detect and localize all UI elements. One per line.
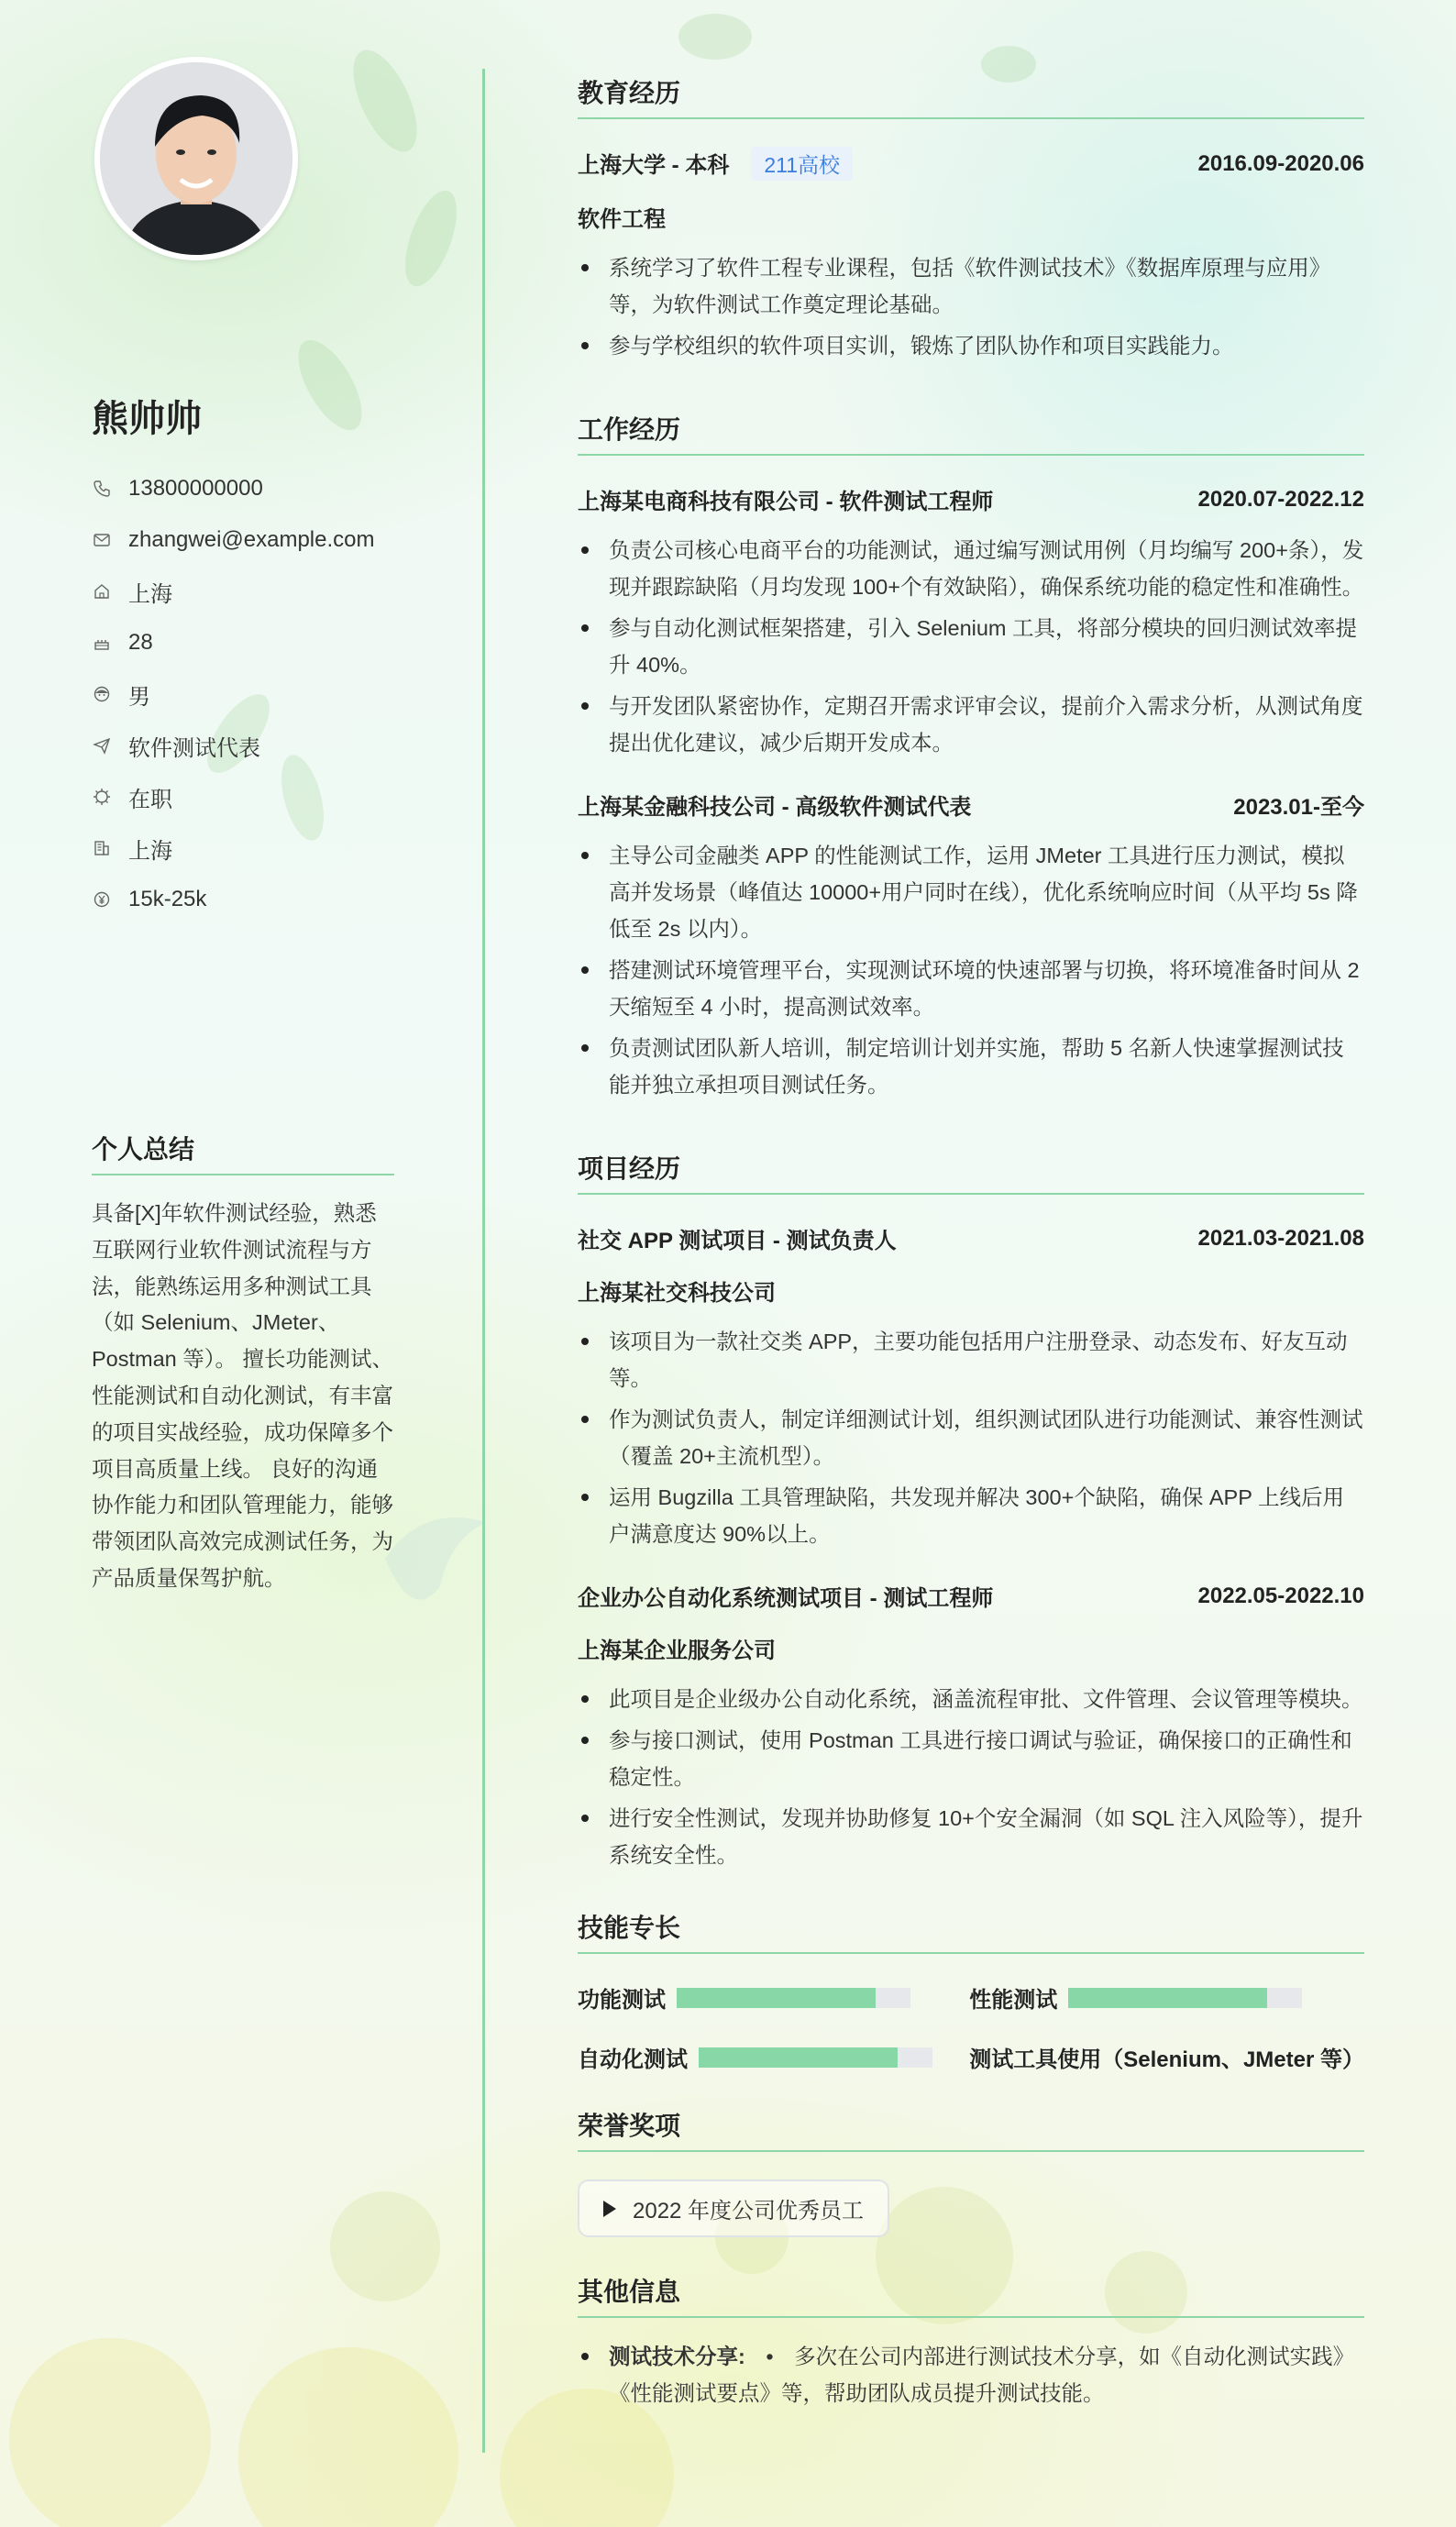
skill-item [578,2041,942,2073]
contact-status [92,771,458,822]
education-heading: 教育经历 [578,73,1364,119]
job-title: 上海某金融科技公司 - 高级软件测试代表 [578,795,972,820]
contact-email-text: zhangwei@example.com [128,527,375,552]
list-item: 参与学校组织的软件项目实训，锻炼了团队协作和项目实践能力。 [578,327,1364,364]
project-bullets [578,1323,1364,1552]
contact-status-text: 在职 [128,787,172,812]
contact-list [92,463,458,925]
skill-item [969,1981,1364,2014]
skill-label: 自动化测试 [578,2047,688,2072]
other-text: 多次在公司内部进行测试技术分享，如《自动化测试实践》《性能测试要点》等，帮助团队成员提升测试技能。 [609,2345,1355,2405]
project-date: 2021.03-2021.08 [1197,1225,1364,1251]
contact-phone [92,463,458,514]
skill-bar-fill [699,2047,898,2068]
list-item: 进行安全性测试，发现并协助修复 10+个安全漏洞（如 SQL 注入风险等），提升系统安全性。 [578,1800,1364,1873]
job-row [578,483,1364,515]
education-row [578,147,1364,181]
honors-heading: 荣誉奖项 [578,2106,1364,2152]
education-bullets [578,249,1364,364]
job-title: 上海某电商科技有限公司 - 软件测试工程师 [578,490,994,514]
other-item [578,2338,1364,2411]
job-row [578,789,1364,821]
job-date: 2023.01-至今 [1233,795,1364,820]
list-item: 参与自动化测试框架搭建，引入 Selenium 工具，将部分模块的回归测试效率提升 40%。 [578,610,1364,683]
education-major: 软件工程 [578,207,666,232]
contact-age-text: 28 [128,630,153,655]
honors-section [578,2106,1364,2237]
project-company: 上海某企业服务公司 [578,1639,776,1663]
building-icon [92,838,112,858]
column-divider [482,69,485,2453]
candidate-name: 熊帅帅 [92,399,202,439]
list-item: 参与接口测试，使用 Postman 工具进行接口调试与验证，确保接口的正确性和稳定性。 [578,1722,1364,1795]
contact-salary-text: 15k-25k [128,887,207,911]
contact-salary [92,874,458,925]
project-row [578,1222,1364,1254]
education-section [578,73,1364,364]
work-section [578,410,1364,1103]
status-icon [92,787,112,807]
education-date: 2016.09-2020.06 [1197,150,1364,176]
summary-heading: 个人总结 [92,1130,394,1175]
skill-bar [677,1988,910,2008]
contact-position [92,720,458,771]
list-item: 主导公司金融类 APP 的性能测试工作，运用 JMeter 工具进行压力测试，模拟高并发场景（峰值达 10000+用户同时在线），优化系统响应时间（从平均 5s 降低至 2s 以内）。 [578,837,1364,947]
contact-city [92,822,458,874]
contact-gender [92,668,458,720]
job-bullets [578,532,1364,761]
job-date: 2020.07-2022.12 [1197,486,1364,512]
project-company: 上海某社交科技公司 [578,1281,776,1306]
skill-label: 功能测试 [578,1988,666,2013]
skill-item [578,1981,942,2014]
project-date: 2022.05-2022.10 [1197,1583,1364,1608]
list-item: 与开发团队紧密协作，定期召开需求评审会议，提前介入需求分析，从测试角度提出优化建议，减少后期开发成本。 [578,688,1364,761]
contact-home-text: 上海 [128,581,172,607]
work-heading: 工作经历 [578,410,1364,456]
skills-heading: 技能专长 [578,1908,1364,1954]
list-item: 运用 Bugzilla 工具管理缺陷，共发现并解决 300+个缺陷，确保 APP 上线后用户满意度达 90%以上。 [578,1479,1364,1552]
send-icon [92,735,112,756]
skills-section [578,1908,1364,2073]
summary-text: 具备[X]年软件测试经验，熟悉互联网行业软件测试流程与方法，能熟练运用多种测试工具（如 Selenium、JMeter、Postman 等）。 擅长功能测试、性能测试和自动化测试，有丰富的项目实战经验，成功保障多个项目高质量上线。 良好的沟通协作能力和团队管理能力，能够带领团队高效完成测试任务，为产品质量保驾护航。 [92,1201,394,1590]
skills-grid [578,1981,1364,2073]
other-label: 测试技术分享: [609,2345,745,2368]
skill-bar-fill [677,1988,876,2008]
salary-icon [92,889,112,910]
contact-age [92,617,458,668]
projects-heading: 项目经历 [578,1149,1364,1195]
skill-item [969,2041,1364,2073]
contact-position-text: 软件测试代表 [128,735,260,761]
project-title: 社交 APP 测试项目 - 测试负责人 [578,1229,897,1253]
other-heading: 其他信息 [578,2272,1364,2318]
home-icon [92,581,112,601]
job-bullets [578,837,1364,1103]
project-bullets [578,1681,1364,1873]
skill-bar-fill [1068,1988,1267,2008]
skill-label: 测试工具使用（Selenium、JMeter 等） [969,2047,1364,2072]
list-item: 负责测试团队新人培训，制定培训计划并实施，帮助 5 名新人快速掌握测试技能并独立承担项目测试任务。 [578,1030,1364,1103]
gender-icon [92,684,112,704]
other-bullet: • [766,2345,774,2368]
contact-email [92,514,458,566]
award-wrap [578,2179,1364,2237]
projects-section [578,1149,1364,1873]
list-item: 负责公司核心电商平台的功能测试，通过编写测试用例（月均编写 200+条），发现并跟踪缺陷（月均发现 100+个有效缺陷），确保系统功能的稳定性和准确性。 [578,532,1364,605]
mail-icon [92,530,112,550]
list-item: 搭建测试环境管理平台，实现测试环境的快速部署与切换，将环境准备时间从 2 天缩短至 4 小时，提高测试效率。 [578,952,1364,1025]
skill-label: 性能测试 [969,1988,1058,2013]
main-column [578,73,1364,2411]
education-school: 上海大学 - 本科 [578,153,730,178]
avatar [94,57,298,260]
award-text: 2022 年度公司优秀员工 [633,2199,865,2224]
other-section [578,2272,1364,2411]
list-item: 系统学习了软件工程专业课程，包括《软件测试技术》《数据库原理与应用》等，为软件测试工作奠定理论基础。 [578,249,1364,323]
skill-bar [1068,1988,1302,2008]
education-school-wrap [578,147,853,181]
cake-icon [92,633,112,653]
project-row [578,1580,1364,1612]
play-triangle-icon [603,2201,616,2217]
award-item[interactable] [578,2179,889,2237]
school-tag-badge: 211高校 [751,147,853,181]
contact-phone-text: 13800000000 [128,476,263,501]
list-item: 作为测试负责人，制定详细测试计划，组织测试团队进行功能测试、兼容性测试（覆盖 20+主流机型）。 [578,1401,1364,1474]
contact-home [92,566,458,617]
list-item: 此项目是企业级办公自动化系统，涵盖流程审批、文件管理、会议管理等模块。 [578,1681,1364,1717]
contact-gender-text: 男 [128,684,150,710]
skill-bar [699,2047,932,2068]
project-title: 企业办公自动化系统测试项目 - 测试工程师 [578,1586,994,1611]
list-item: 该项目为一款社交类 APP，主要功能包括用户注册登录、动态发布、好友互动等。 [578,1323,1364,1396]
contact-city-text: 上海 [128,838,172,864]
phone-icon [92,479,112,499]
